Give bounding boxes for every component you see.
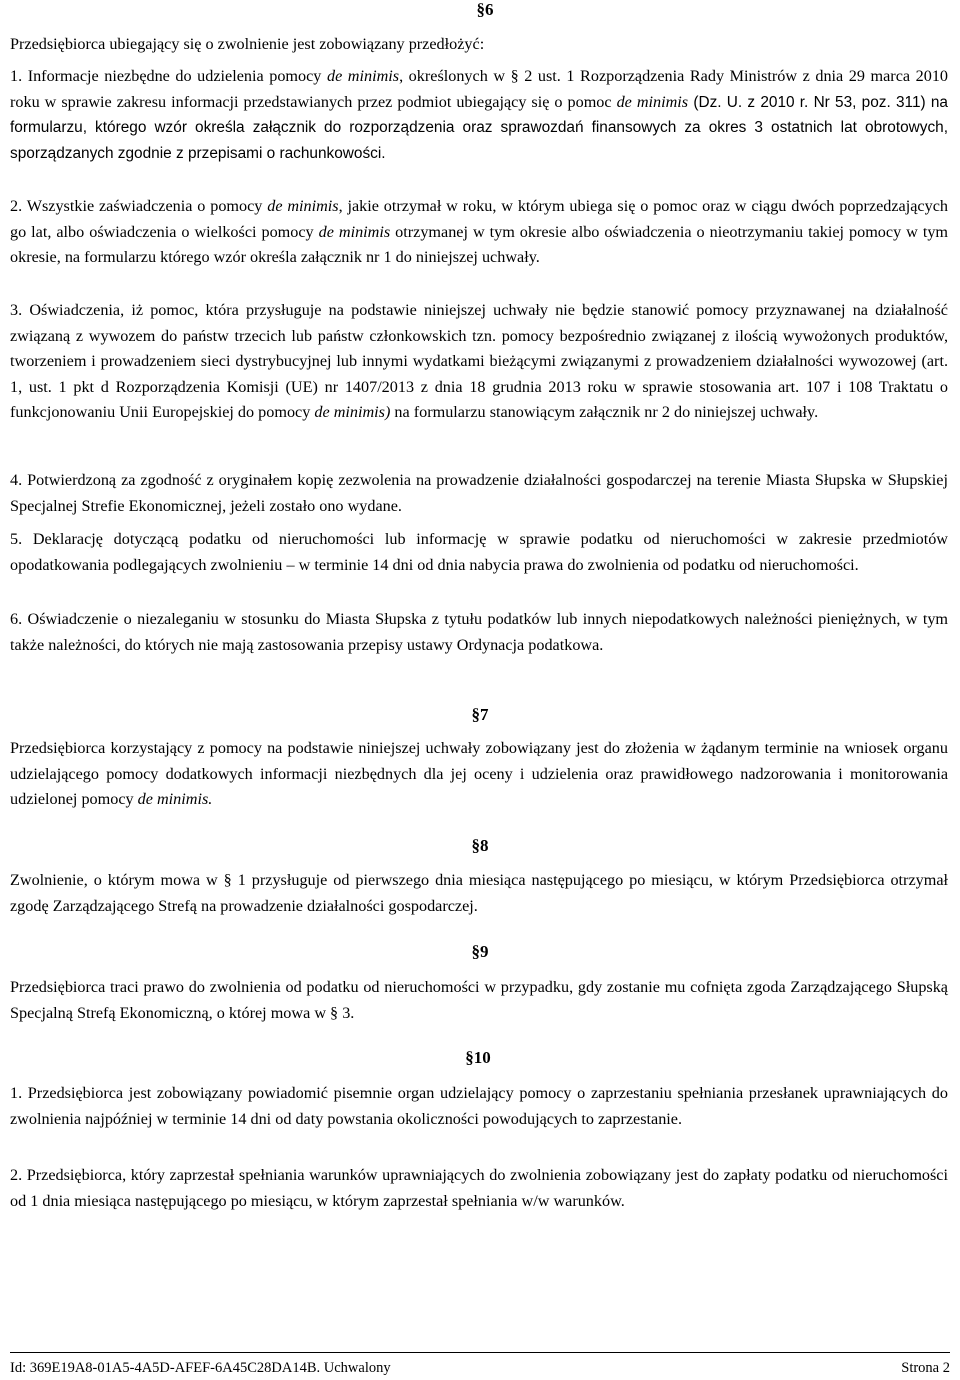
footer-divider [10,1352,950,1353]
s10-item-1: 1. Przedsiębiorca jest zobowiązany powiadomić pisemnie organ udzielający pomocy o zaprzestaniu spełniania przesłanek uprawniających do zwolnienia najpóźniej w terminie 14 dni od daty powstania okoliczności powodujących to zaprzestanie. [10,1084,948,1128]
s6-item-5: 5. Deklarację dotyczącą podatku od nieruchomości lub informację w sprawie podatku od nieruchomości w zakresie przedmiotów opodatkowania podlegających zwolnieniu – w terminie 14 dni od dnia nabycia prawa do zwolnienia od podatku od nieruchomości. [10,530,948,574]
section-heading-8: §8 [471,836,489,855]
s6-item-6: 6. Oświadczenie o niezaleganiu w stosunku do Miasta Słupska z tytułu podatków lub innych niepodatkowych należności pieniężnych, w tym także należności, do których nie mają zastosowania przepisy ustawy Ordynacja podatkowa. [10,610,948,654]
s6-item-3: 3. Oświadczenia, iż pomoc, która przysługuje na podstawie niniejszej uchwały nie będzie stanowić pomocy przyznawanej na działalność związaną z wywozem do państw trzecich lub państw członkowskich tzn. pomocy bezpośrednio związanej z ilością wywożonych produktów, tworzeniem i prowadzeniem sieci dystrybucyjnej lub innymi wydatkami bieżącymi związanymi z prowadzeniem działalności wywozowej (art. 1, ust. 1 pkt d Rozporządzenia Komisji (UE) nr 1407/2013 z dnia 18 grudnia 2013 roku w sprawie stosowania art. 107 i 108 Traktatu o funkcjonowaniu Unii Europejskiej do pomocy de minimis) na formularzu stanowiącym załącznik nr 2 do niniejszej uchwały. [10,301,948,421]
section-heading-9: §9 [471,942,489,961]
s10-item-2: 2. Przedsiębiorca, który zaprzestał spełniania warunków uprawniających do zwolnienia zobowiązany jest do zapłaty podatku od nieruchomości od 1 dnia miesiąca następującego po miesiącu, w którym zaprzestał spełniania w/w warunków. [10,1166,948,1210]
s8-text: Zwolnienie, o którym mowa w § 1 przysługuje od pierwszego dnia miesiąca następującego po miesiącu, w którym Przedsiębiorca otrzymał zgodę Zarządzającego Strefą na prowadzenie działalności gospodarczej. [10,871,948,915]
section-heading-10: §10 [465,1048,491,1067]
section-heading-7: §7 [471,705,489,724]
s6-intro: Przedsiębiorca ubiegający się o zwolnienie jest zobowiązany przedłożyć: [10,35,485,53]
s9-text: Przedsiębiorca traci prawo do zwolnienia od podatku od nieruchomości w przypadku, gdy zostanie mu cofnięta zgoda Zarządzającego Słupską Specjalną Strefą Ekonomiczną, o której mowa w § 3. [10,978,948,1022]
s6-item-2: 2. Wszystkie zaświadczenia o pomocy de minimis, jakie otrzymał w roku, w którym ubiega się o pomoc oraz w ciągu dwóch poprzedzających go lat, albo oświadczenia o wielkości pomocy de minimis otrzymanej w tym okresie albo oświadczenia o nieotrzymaniu takiej pomocy w tym okresie, na formularzu którego wzór określa załącznik nr 1 do niniejszej uchwały. [10,197,949,266]
s6-item-1: 1. Informacje niezbędne do udzielenia pomocy de minimis, określonych w § 2 ust. 1 Rozporządzenia Rady Ministrów z dnia 29 marca 2010 roku w sprawie zakresu informacji przedstawianych przez podmiot ubiegający się o pomoc de minimis (Dz. U. z 2010 r. Nr 53, poz. 311) na formularzu, którego wzór określa załącznik do rozporządzenia oraz sprawozdań finansowych za okres 3 ostatnich lat obrotowych, sporządzanych zgodnie z przepisami o rachunkowości. [10,67,949,162]
section-heading-6: §6 [476,0,494,19]
s6-item-4: 4. Potwierdzoną za zgodność z oryginałem kopię zezwolenia na prowadzenie działalności gospodarczej na terenie Miasta Słupska w Słupskiej Specjalnej Strefie Ekonomicznej, jeżeli zostało ono wydane. [10,471,948,515]
footer-page-number: Strona 2 [901,1360,950,1376]
s7-text: Przedsiębiorca korzystający z pomocy na podstawie niniejszej uchwały zobowiązany jest do złożenia w żądanym terminie na wniosek organu udzielającego pomocy dodatkowych informacji niezbędnych dla jej oceny i udzielenia oraz prawidłowego nadzorowania i monitorowania udzielonej pomocy de minimis. [10,739,948,808]
footer-document-id: Id: 369E19A8-01A5-4A5D-AFEF-6A45C28DA14B. Uchwalony [10,1360,391,1376]
